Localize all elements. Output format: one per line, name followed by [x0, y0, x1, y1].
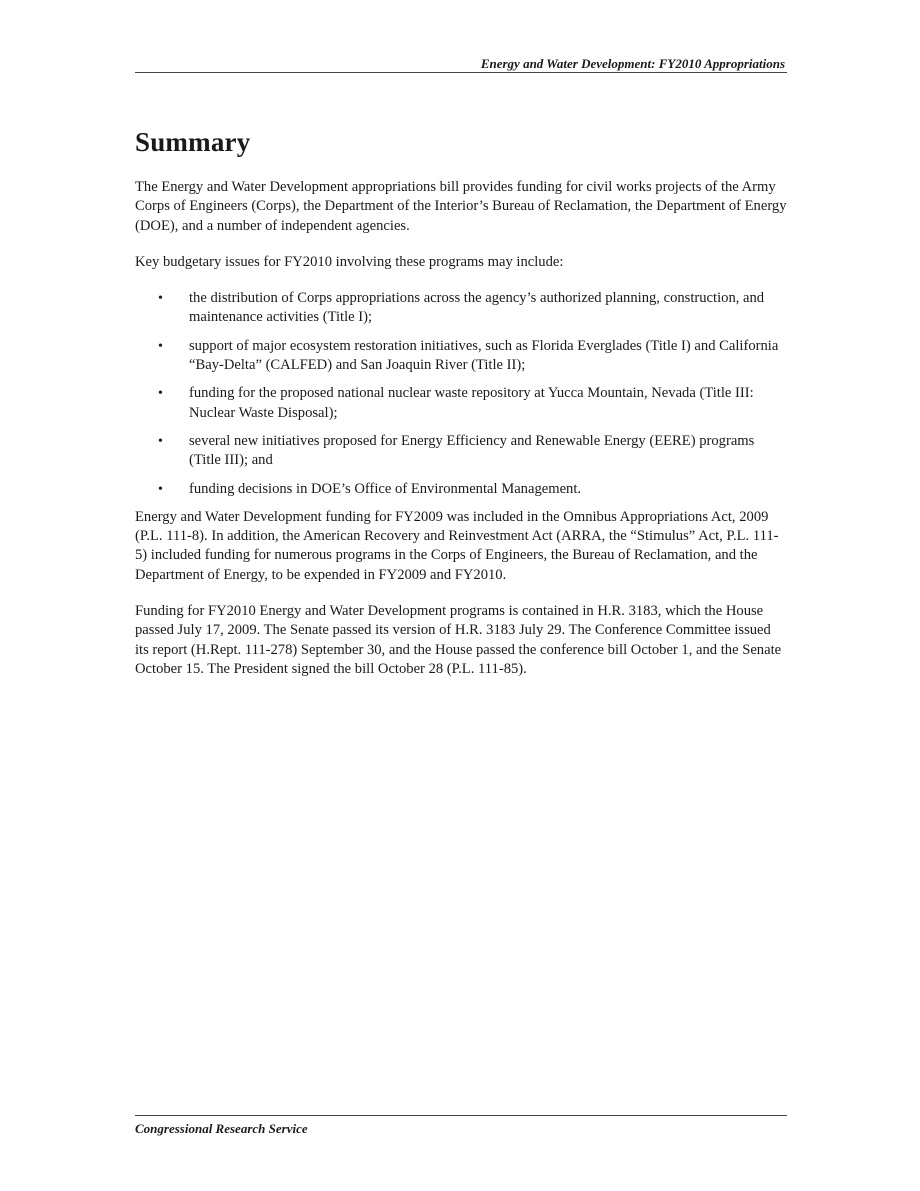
- bullet-text: the distribution of Corps appropriations across the agency’s authorized planning, construction, and maintenance activities (Title I);: [189, 290, 765, 326]
- issues-bullet-list: [135, 289, 787, 499]
- list-item: [135, 337, 787, 376]
- running-footer: [135, 1115, 787, 1136]
- running-header: [135, 56, 787, 73]
- bullet-icon: •: [158, 481, 163, 497]
- list-item: [135, 384, 787, 423]
- intro-paragraph: The Energy and Water Development appropriations bill provides funding for civil works projects of the Army Corps of Engineers (Corps), the Department of the Interior’s Bureau of Reclamation, the Department of Energy (DOE), and a number of independent agencies.: [135, 179, 787, 234]
- bullet-icon: •: [158, 386, 163, 402]
- issues-lead-paragraph: Key budgetary issues for FY2010 involving these programs may include:: [135, 253, 564, 270]
- list-item: [135, 289, 787, 328]
- bullet-text: funding decisions in DOE’s Office of Environmental Management.: [189, 480, 582, 497]
- list-item: [135, 480, 787, 499]
- fy2010-funding-paragraph: Funding for FY2010 Energy and Water Development programs is contained in H.R. 3183, which the House passed July 17, 2009. The Senate passed its version of H.R. 3183 July 29. The Conference Committee issued its report (H.Rept. 111-278) September 30, and the House passed the conference bill October 1, and the Senate October 15. The President signed the bill October 28 (P.L. 111-85).: [135, 603, 782, 677]
- bullet-icon: •: [158, 433, 163, 449]
- bullet-text: several new initiatives proposed for Energy Efficiency and Renewable Energy (EERE) programs (Title III); and: [189, 432, 755, 469]
- page-title: Summary: [135, 127, 251, 157]
- bullet-icon: •: [158, 338, 163, 354]
- bullet-text: funding for the proposed national nuclear waste repository at Yucca Mountain, Nevada (Title III: Nuclear Waste Disposal);: [189, 385, 754, 421]
- bullet-icon: •: [158, 291, 163, 307]
- fy2009-funding-paragraph: Energy and Water Development funding for FY2009 was included in the Omnibus Appropriations Act, 2009 (P.L. 111-8). In addition, the American Recovery and Reinvestment Act (ARRA, the “Stimulus” Act, P.L. 111-5) included funding for numerous programs in the Corps of Engineers, the Bureau of Reclamation, and the Department of Energy, to be expended in FY2009 and FY2010.: [135, 508, 779, 583]
- summary-section: [135, 124, 787, 696]
- footer-label: Congressional Research Service: [135, 1121, 308, 1136]
- header-title: Energy and Water Development: FY2010 Appropriations: [480, 56, 785, 71]
- list-item: [135, 432, 787, 471]
- bullet-text: support of major ecosystem restoration initiatives, such as Florida Everglades (Title I) and California “Bay-Delta” (CALFED) and San Joaquin River (Title II);: [189, 337, 779, 374]
